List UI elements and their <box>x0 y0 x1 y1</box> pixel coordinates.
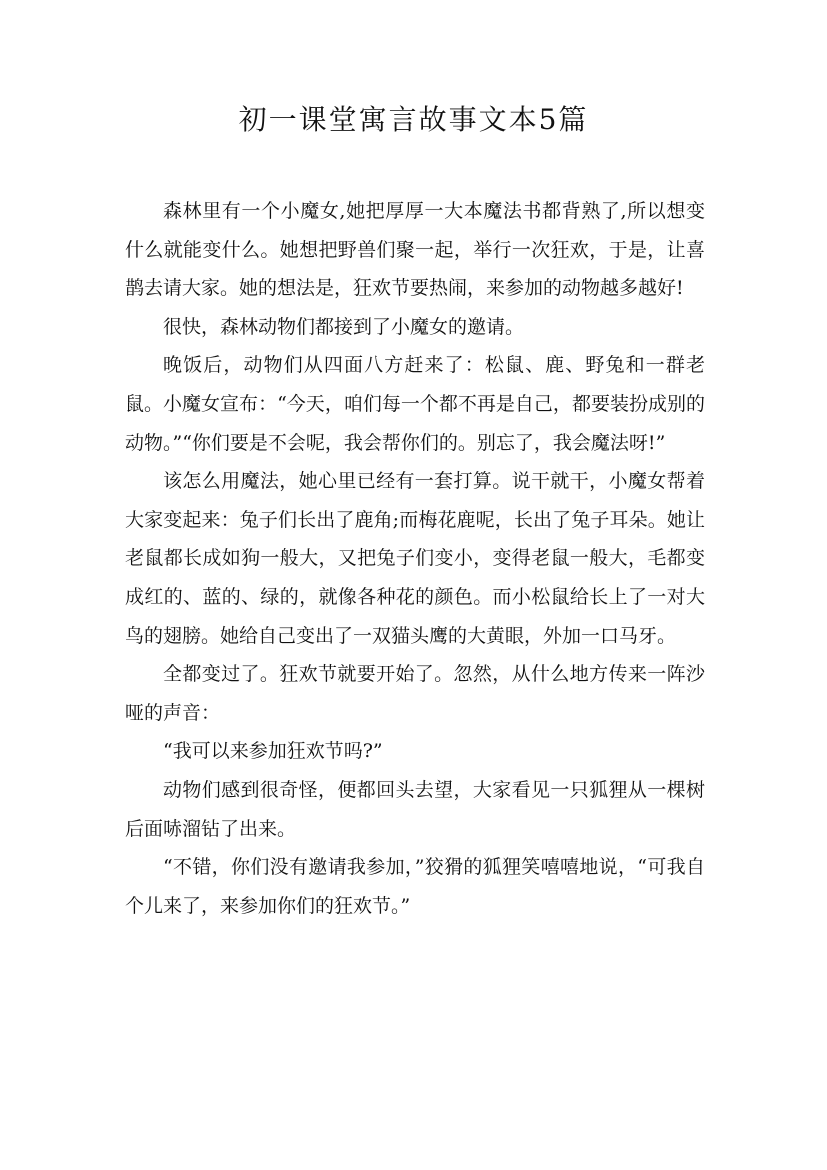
paragraph: 晚饭后，动物们从四面八方赶来了：松鼠、鹿、野兔和一群老鼠。小魔女宣布：“今天，咱们每一个都不再是自己，都要装扮成别的动物。”“你们要是不会呢，我会帮你们的。别忘了，我会魔法呀!” <box>125 354 705 454</box>
paragraph: 全都变过了。狂欢节就要开始了。忽然，从什么地方传来一阵沙哑的声音： <box>125 663 705 724</box>
document-body <box>125 192 705 925</box>
paragraph: 很快，森林动物们都接到了小魔女的邀请。 <box>163 315 525 338</box>
document-title: 初一课堂寓言故事文本5篇 <box>238 103 589 136</box>
paragraph: 动物们感到很奇怪，便都回头去望，大家看见一只狐狸从一棵树后面哧溜钻了出来。 <box>125 778 705 840</box>
paragraph: “我可以来参加狂欢节吗?” <box>163 740 383 763</box>
paragraph: 森林里有一个小魔女,她把厚厚一大本魔法书都背熟了,所以想变什么就能变什么。她想把野兽们聚一起，举行一次狂欢，于是，让喜鹊去请大家。她的想法是，狂欢节要热闹，来参加的动物越多越好! <box>125 200 705 300</box>
paragraph: “不错，你们没有邀请我参加，”狡猾的狐狸笑嘻嘻地说，“可我自个儿来了，来参加你们的狂欢节。” <box>125 856 705 917</box>
paragraph: 该怎么用魔法，她心里已经有一套打算。说干就干，小魔女帮着大家变起来：兔子们长出了鹿角;而梅花鹿呢，长出了兔子耳朵。她让老鼠都长成如狗一般大，又把兔子们变小，变得老鼠一般大，毛都变成红的、蓝的、绿的，就像各种花的颜色。而小松鼠给长上了一对大鸟的翅膀。她给自己变出了一双猫头鹰的大黄眼，外加一口马牙。 <box>125 470 705 647</box>
